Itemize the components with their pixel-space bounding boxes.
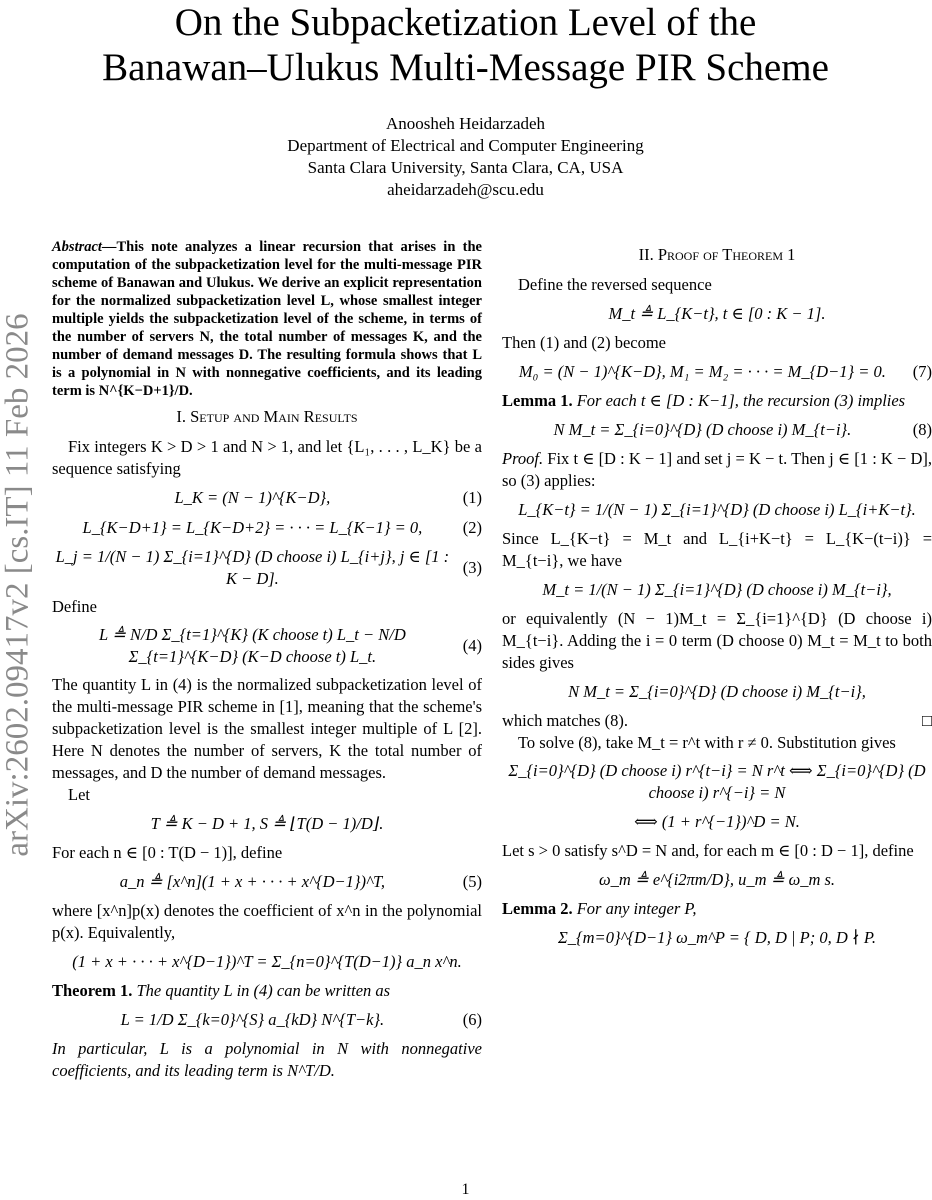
equation-m-def (502, 302, 932, 326)
define-label: Define (52, 597, 97, 616)
equation-8 (502, 418, 932, 442)
title-line-2: Banawan–Ulukus Multi-Message PIR Scheme (102, 46, 829, 89)
affiliation-univ: Santa Clara University, Santa Clara, CA, USA (307, 158, 624, 177)
paragraph-3: For each n ∈ [0 : T(D − 1)], define (52, 843, 283, 862)
equation-7 (502, 360, 932, 384)
equation-proof-1 (502, 498, 932, 522)
title-line-1: On the Subpacketization Level of the (174, 1, 757, 44)
right-paragraph-3: Since L_{K−t} = M_t and L_{i+K−t} = L_{K−(t−i)} = M_{t−i}, we have (502, 529, 932, 570)
qed-symbol: □ (922, 711, 932, 730)
abstract-lead: Abstract— (52, 239, 117, 255)
proof-heading: Proof. (502, 449, 544, 468)
abstract-text: This note analyzes a linear recursion that arises in the computation of the subpacketization level for the multi-message PIR scheme of Banawan and Ulukus. We derive an explicit representation for the normalized subpacketization level L, whose smallest integer multiple yields the subpacketization level of the scheme, in terms of the number of servers N, the total number of messages K, and the number of demand messages D. The resulting formula shows that L is a polynomial in N with nonnegative coefficients, and its leading term is N^{K−D+1}/D. (52, 239, 482, 399)
equation-7-number: (7) (912, 362, 932, 381)
author-name: Anoosheh Heidarzadeh (385, 114, 546, 133)
equation-proof-3 (502, 680, 932, 704)
lemma-1-heading: Lemma 1. (502, 391, 573, 410)
equation-3-number: (3) (462, 558, 482, 577)
equation-4-number: (4) (462, 636, 482, 655)
theorem-1-text: The quantity L in (4) can be written as (136, 981, 391, 1000)
equation-6-number: (6) (462, 1010, 482, 1029)
equation-3 (52, 546, 482, 590)
theorem-1-remark: In particular, L is a polynomial in N with nonnegative coefficients, and its leading term is N^T/D. (52, 1039, 482, 1080)
abstract (52, 238, 482, 400)
lemma-2-heading: Lemma 2. (502, 899, 573, 918)
let-label: Let (68, 785, 90, 804)
equation-2-number: (2) (462, 518, 482, 537)
right-column (502, 238, 932, 956)
equation-proof-2 (502, 578, 932, 602)
proof (502, 448, 932, 492)
equation-8-number: (8) (912, 420, 932, 439)
equation-1-body: L_K = (N − 1)^{K−D}, (174, 488, 331, 507)
right-paragraph-4: or equivalently (N − 1)M_t = Σ_{i=1}^{D} (D choose i) M_{t−i}. Adding the i = 0 term (D choose 0) M_t = M_t to both sides gives (502, 609, 932, 672)
lemma-2 (502, 898, 932, 920)
lemma-2-text: For any integer P, (576, 899, 697, 918)
equation-4 (52, 624, 482, 668)
right-paragraph-6: To solve (8), take M_t = r^t with r ≠ 0. Substitution gives (518, 733, 896, 752)
theorem-1 (52, 980, 482, 1002)
equation-sub-1-body: Σ_{i=0}^{D} (D choose i) r^{t−i} = N r^t ⟺ Σ_{i=0}^{D} (D choose i) r^{−i} = N (508, 761, 926, 802)
arxiv-stamp (0, 290, 36, 880)
equation-t-s-body: T ≜ K − D + 1, S ≜ ⌊T(D − 1)/D⌋. (150, 814, 384, 833)
left-column (52, 238, 482, 1082)
theorem-1-heading: Theorem 1. (52, 981, 133, 1000)
section-1-heading: I. Setup and Main Results (176, 407, 358, 426)
paragraph-2: The quantity L in (4) is the normalized subpacketization level of the multi-message PIR scheme in [1], meaning that the scheme's subpacketization level is the smallest integer multiple of L [2]. Here N denotes the number of servers, K the total number of messages, and D the number of demand messages. (52, 675, 482, 782)
equation-poly-body: (1 + x + · · · + x^{D−1})^T = Σ_{n=0}^{T(D−1)} a_n x^n. (72, 952, 462, 971)
equation-1 (52, 486, 482, 510)
equation-sub-1 (502, 760, 932, 804)
equation-5-number: (5) (462, 872, 482, 891)
right-paragraph-7: Let s > 0 satisfy s^D = N and, for each m ∈ [0 : D − 1], define (502, 841, 914, 860)
equation-8-body: N M_t = Σ_{i=0}^{D} (D choose i) M_{t−i}. (553, 420, 852, 439)
equation-2 (52, 516, 482, 540)
equation-m-def-body: M_t ≜ L_{K−t}, t ∈ [0 : K − 1]. (608, 304, 826, 323)
equation-omega (502, 868, 932, 892)
equation-lemma-2 (502, 926, 932, 950)
equation-proof-3-body: N M_t = Σ_{i=0}^{D} (D choose i) M_{t−i}, (568, 682, 866, 701)
paragraph-4: where [x^n]p(x) denotes the coefficient of x^n in the polynomial p(x). Equivalently, (52, 901, 482, 942)
right-paragraph-2: Then (1) and (2) become (502, 333, 667, 352)
equation-omega-body: ω_m ≜ e^{i2πm/D}, u_m ≜ ω_m s. (598, 870, 836, 889)
author-email: aheidarzadeh@scu.edu (387, 180, 544, 199)
equation-sub-2 (502, 810, 932, 834)
proof-text: Fix t ∈ [D : K − 1] and set j = K − t. Then j ∈ [1 : K − D], so (3) applies: (502, 449, 932, 490)
equation-7-body: M₀ = (N − 1)^{K−D}, M₁ = M₂ = · · · = M_{D−1} = 0. (518, 362, 886, 381)
equation-2-body: L_{K−D+1} = L_{K−D+2} = · · · = L_{K−1} = 0, (82, 518, 423, 537)
lemma-1 (502, 390, 932, 412)
equation-sub-2-body: ⟺ (1 + r^{−1})^D = N. (634, 812, 800, 831)
equation-6 (52, 1008, 482, 1032)
equation-3-body: L_j = 1/(N − 1) Σ_{i=1}^{D} (D choose i) L_{i+j}, j ∈ [1 : K − D]. (55, 547, 450, 588)
proof-conclusion: which matches (8). (502, 711, 628, 730)
equation-6-body: L = 1/D Σ_{k=0}^{S} a_{kD} N^{T−k}. (120, 1010, 385, 1029)
equation-poly (52, 950, 482, 974)
equation-1-number: (1) (462, 488, 482, 507)
right-paragraph-1: Define the reversed sequence (518, 275, 712, 294)
equation-5 (52, 870, 482, 894)
section-2-heading: II. Proof of Theorem 1 (638, 245, 796, 264)
paper-title (0, 0, 931, 90)
equation-4-body: L ≜ N/D Σ_{t=1}^{K} (K choose t) L_t − N/D Σ_{t=1}^{K−D} (K−D choose t) L_t. (98, 625, 406, 666)
lemma-1-text: For each t ∈ [D : K−1], the recursion (3) implies (576, 391, 906, 410)
equation-lemma-2-body: Σ_{m=0}^{D−1} ω_m^P = { D, D | P; 0, D ∤ P. (557, 928, 876, 947)
page-number: 1 (461, 1181, 470, 1198)
arxiv-stamp-text: arXiv:2602.09417v2 [cs.IT] 11 Feb 2026 (0, 313, 36, 857)
affiliation-dept: Department of Electrical and Computer Engineering (287, 136, 644, 155)
equation-proof-2-body: M_t = 1/(N − 1) Σ_{i=1}^{D} (D choose i) M_{t−i}, (542, 580, 892, 599)
equation-t-s (52, 812, 482, 836)
author-block (0, 113, 931, 201)
equation-proof-1-body: L_{K−t} = 1/(N − 1) Σ_{i=1}^{D} (D choose i) L_{i+K−t}. (518, 500, 916, 519)
right-paragraph-5 (502, 710, 932, 732)
paragraph-1: Fix integers K > D > 1 and N > 1, and let {L₁, . . . , L_K} be a sequence satisfying (52, 437, 482, 478)
equation-5-body: a_n ≜ [x^n](1 + x + · · · + x^{D−1})^T, (119, 872, 386, 891)
